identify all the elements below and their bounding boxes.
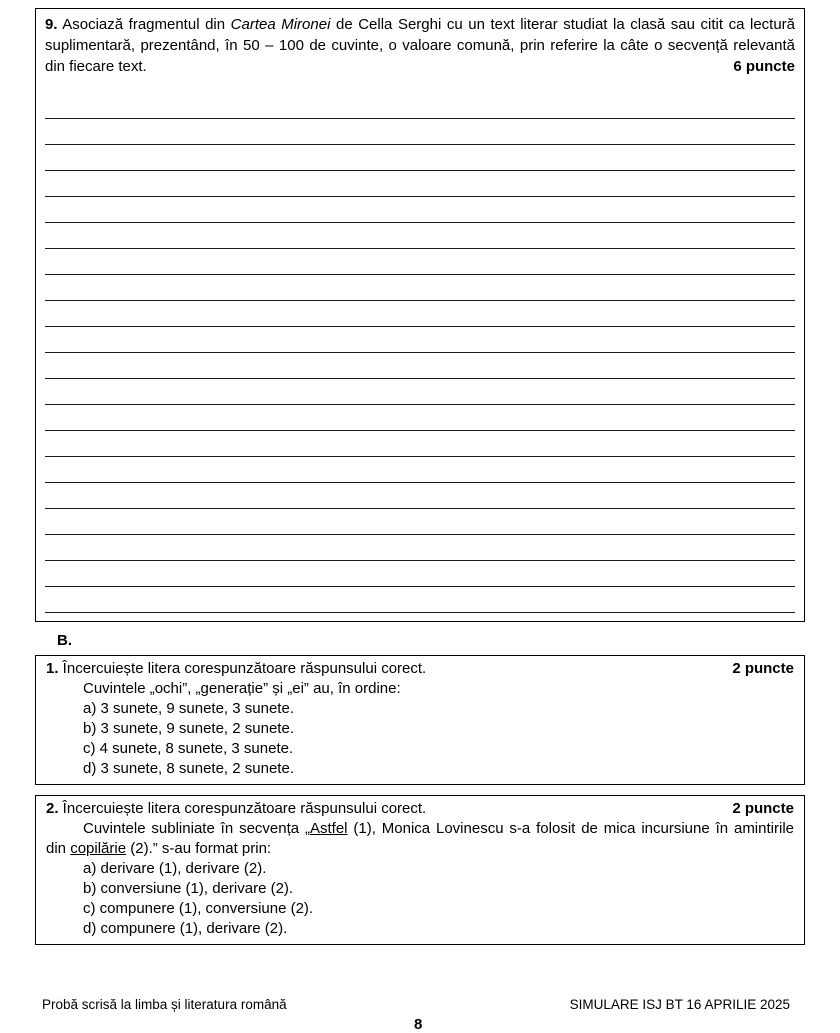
option-b: b) conversiune (1), derivare (2). [83, 880, 294, 897]
answer-line [45, 301, 795, 327]
question-2-header [46, 799, 794, 819]
question-2-prompt: Încercuiește litera corespunzătoare răspunsului corect. [58, 800, 427, 817]
option-d: d) 3 sunete, 8 sunete, 2 sunete. [83, 760, 294, 777]
answer-line [45, 535, 795, 561]
answer-line [45, 171, 795, 197]
question-2-stem-part: Cuvintele subliniate în secvența „ [83, 820, 310, 837]
question-9-number: 9. [45, 16, 58, 33]
answer-line [45, 483, 795, 509]
option-c: c) compunere (1), conversiune (2). [83, 900, 314, 917]
question-9-points: 6 puncte [733, 58, 795, 75]
question-1-prompt: Încercuiește litera corespunzătoare răspunsului corect. [58, 660, 427, 677]
footer-exam-session: SIMULARE ISJ BT 16 APRILIE 2025 [569, 997, 790, 1012]
question-2-underlined-word: Astfel [309, 820, 348, 837]
answer-line [45, 431, 795, 457]
answer-line [45, 457, 795, 483]
question-1-stem: Cuvintele „ochi”, „generație” și „ei” au, în ordine: [83, 680, 401, 697]
answer-line [45, 93, 795, 119]
answer-line [45, 249, 795, 275]
answer-line [45, 379, 795, 405]
answer-line [45, 405, 795, 431]
option-d: d) compunere (1), derivare (2). [83, 920, 288, 937]
option-a: a) derivare (1), derivare (2). [83, 860, 267, 877]
answer-line [45, 223, 795, 249]
question-2-stem [46, 819, 794, 859]
answer-line [45, 275, 795, 301]
option-a: a) 3 sunete, 9 sunete, 3 sunete. [83, 700, 294, 717]
answer-line [45, 587, 795, 613]
answer-line [45, 327, 795, 353]
question-9-book-title: Cartea Mironei [230, 16, 331, 33]
option-b: b) 3 sunete, 9 sunete, 2 sunete. [83, 720, 294, 737]
answer-line [45, 197, 795, 223]
question-2-stem-part: (1), Monica Lovinescu s-a folosit de mica incursiune în amintirile din [46, 820, 794, 857]
question-1-box [35, 655, 805, 785]
footer-exam-title: Probă scrisă la limba și literatura română [42, 997, 287, 1012]
page-number: 8 [414, 1016, 423, 1033]
question-9-text-part: de Cella Serghi cu un text literar studiat la clasă sau citit ca lectură suplimentară, prezentând, în 50 – 100 de cuvinte, o valoare comună, prin referire la câte o secvență relevantă din fiecare text. [45, 16, 796, 75]
question-2-box [35, 795, 805, 945]
section-b-label: B. [57, 632, 72, 649]
question-2-number: 2. [46, 800, 59, 817]
question-9-text [36, 9, 804, 77]
answer-line [45, 119, 795, 145]
answer-line [45, 561, 795, 587]
question-1-points: 2 puncte [732, 660, 794, 677]
question-2-options [46, 859, 794, 939]
question-9-box [35, 8, 805, 622]
option-c: c) 4 sunete, 8 sunete, 3 sunete. [83, 740, 294, 757]
answer-line [45, 353, 795, 379]
question-1-number: 1. [46, 660, 59, 677]
question-2-underlined-word: copilărie [70, 840, 127, 857]
question-2-stem-part: (2).” s-au format prin: [126, 840, 272, 857]
answer-line [45, 145, 795, 171]
question-1-options [46, 699, 794, 779]
question-1-header [46, 659, 794, 679]
answer-line [45, 509, 795, 535]
question-2-points: 2 puncte [732, 800, 794, 817]
answer-lines [45, 93, 795, 613]
question-9-text-part: Asociază fragmentul din [57, 16, 231, 33]
